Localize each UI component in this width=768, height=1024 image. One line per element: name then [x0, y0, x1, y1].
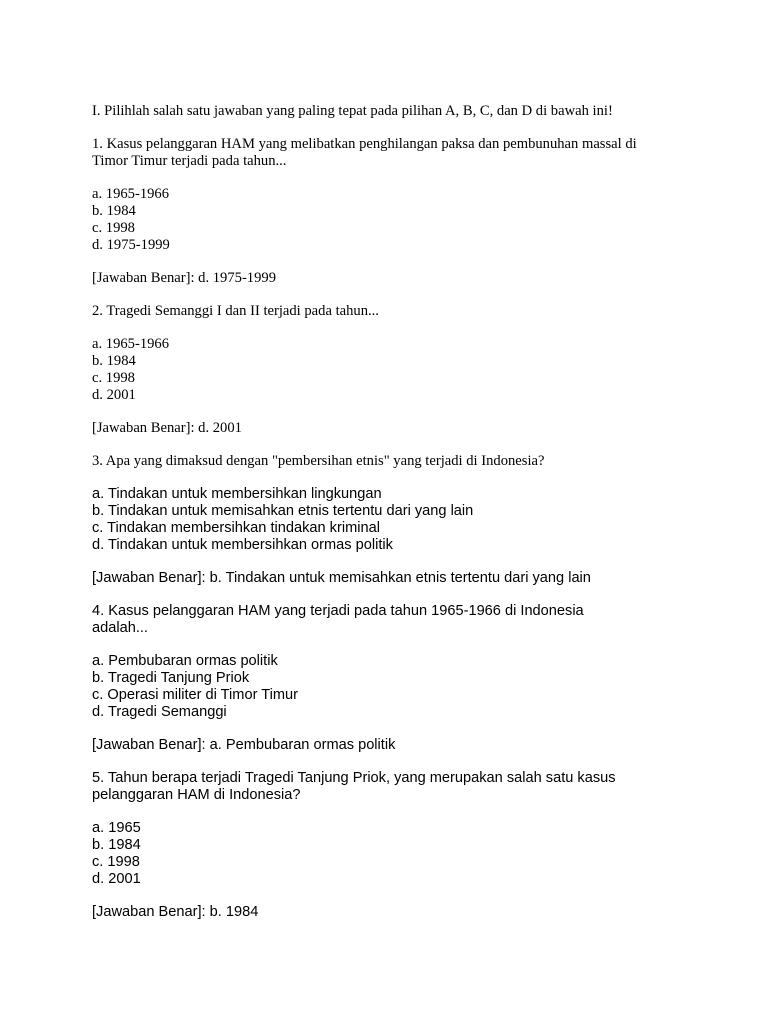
option-b: b. Tragedi Tanjung Priok — [92, 670, 250, 686]
question-5-line-2: pelanggaran HAM di Indonesia? — [92, 787, 301, 803]
option-a: a. Tindakan untuk membersihkan lingkungan — [92, 486, 382, 502]
option-a: a. 1965 — [92, 820, 141, 836]
option-b: b. Tindakan untuk memisahkan etnis tertentu dari yang lain — [92, 503, 474, 519]
option-d: d. Tindakan untuk membersihkan ormas politik — [92, 537, 393, 553]
option-d: d. 2001 — [92, 387, 136, 403]
question-2-answer: [Jawaban Benar]: d. 2001 — [92, 420, 242, 436]
question-1-answer: [Jawaban Benar]: d. 1975-1999 — [92, 270, 276, 286]
question-4-line-2: adalah... — [92, 620, 148, 636]
question-4-line-1: 4. Kasus pelanggaran HAM yang terjadi pada tahun 1965-1966 di Indonesia — [92, 603, 584, 619]
question-4-options — [92, 653, 692, 721]
option-c: c. Tindakan membersihkan tindakan kriminal — [92, 520, 380, 536]
question-1 — [92, 136, 692, 170]
document-page — [92, 103, 692, 921]
question-5-answer: [Jawaban Benar]: b. 1984 — [92, 904, 259, 920]
option-b: b. 1984 — [92, 353, 136, 369]
option-a: a. Pembubaran ormas politik — [92, 653, 278, 669]
option-c: c. 1998 — [92, 854, 140, 870]
question-3-line-1: 3. Apa yang dimaksud dengan "pembersihan etnis" yang terjadi di Indonesia? — [92, 453, 545, 469]
instruction-text: I. Pilihlah salah satu jawaban yang paling tepat pada pilihan A, B, C, dan D di bawah ini! — [92, 103, 613, 119]
option-b: b. 1984 — [92, 203, 136, 219]
question-1-line-2: Timor Timur terjadi pada tahun... — [92, 153, 287, 169]
option-b: b. 1984 — [92, 837, 141, 853]
question-3-answer: [Jawaban Benar]: b. Tindakan untuk memisahkan etnis tertentu dari yang lain — [92, 570, 591, 586]
option-a: a. 1965-1966 — [92, 186, 170, 202]
option-c: c. 1998 — [92, 220, 135, 236]
option-c: c. 1998 — [92, 370, 135, 386]
question-3 — [92, 453, 692, 470]
question-2 — [92, 303, 692, 320]
option-a: a. 1965-1966 — [92, 336, 170, 352]
question-5-options — [92, 820, 692, 888]
question-3-options — [92, 486, 692, 554]
question-1-options — [92, 186, 692, 254]
question-2-line-1: 2. Tragedi Semanggi I dan II terjadi pada tahun... — [92, 303, 379, 319]
option-d: d. 2001 — [92, 871, 141, 887]
question-2-options — [92, 336, 692, 404]
option-d: d. Tragedi Semanggi — [92, 704, 227, 720]
question-4-answer: [Jawaban Benar]: a. Pembubaran ormas politik — [92, 737, 396, 753]
question-1-line-1: 1. Kasus pelanggaran HAM yang melibatkan penghilangan paksa dan pembunuhan massal di — [92, 136, 637, 152]
option-c: c. Operasi militer di Timor Timur — [92, 687, 298, 703]
option-d: d. 1975-1999 — [92, 237, 170, 253]
question-5-line-1: 5. Tahun berapa terjadi Tragedi Tanjung Priok, yang merupakan salah satu kasus — [92, 770, 616, 786]
question-5 — [92, 770, 692, 804]
question-4 — [92, 603, 692, 637]
